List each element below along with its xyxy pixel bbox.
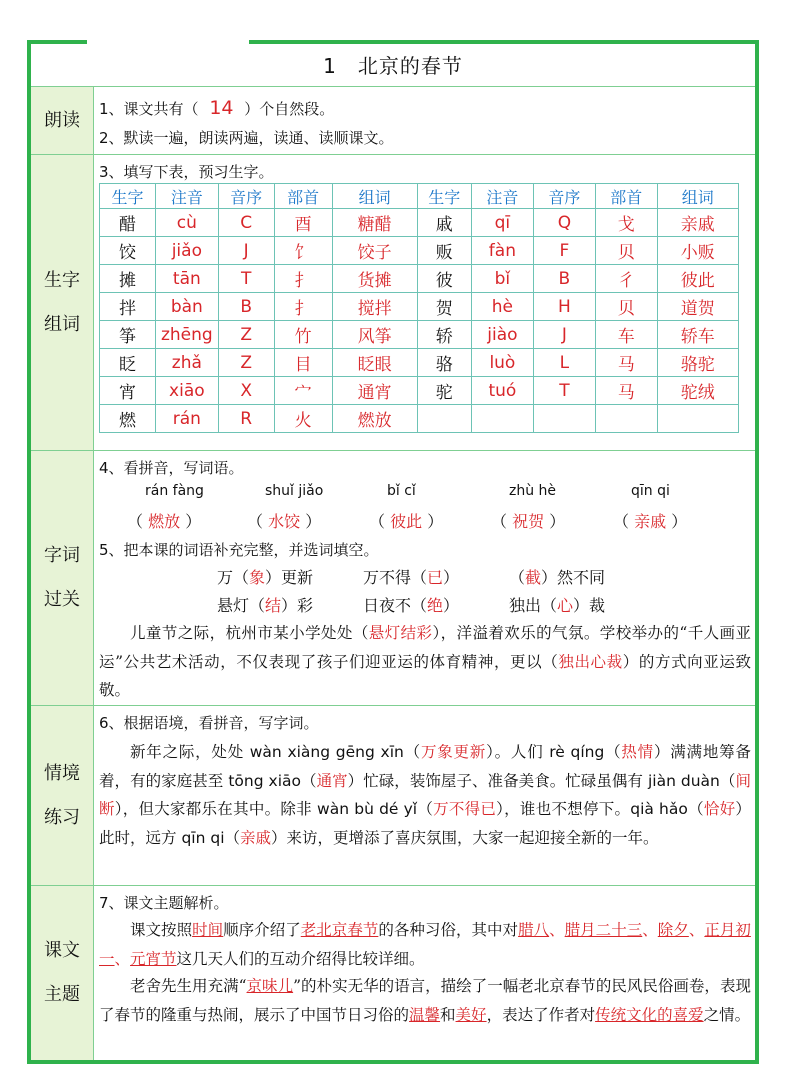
section-label: 朗读 [31, 87, 94, 154]
cell-word: 亲戚 [657, 209, 738, 237]
cell-word: 道贺 [657, 293, 738, 321]
cell-character: 轿 [417, 321, 471, 349]
context-paragraph: 新年之际，处处 wàn xiàng gēng xīn（万象更新）。人们 rè qíng（热情）满满地筹备着，有的家庭甚至 tōng xiāo（通宵）忙碌，装饰屋子、准备美食。忙碌虽偶有 jiàn duàn（间断），但大家都乐在其中。除非 wàn bù dé yǐ（万不得已），谁也不想停下。qià hǎo（恰好）此时，远方 qīn qi（亲戚）来访，更增添了喜庆氛围，大家一起迎接全新的一年。 [99, 743, 751, 847]
cell-initial: Z [218, 349, 274, 377]
cell-character: 彼 [417, 265, 471, 293]
question-1: 1、课文共有（ 14 ）个自然段。 [99, 97, 335, 119]
cell-word: 糖醋 [332, 209, 417, 237]
cell-character: 骆 [417, 349, 471, 377]
cell-pinyin: hè [471, 293, 533, 321]
cell-initial: T [218, 265, 274, 293]
section-label: 字词过关 [31, 451, 94, 705]
section-context [31, 706, 755, 886]
cell-initial: R [218, 405, 274, 433]
cell-initial: J [533, 321, 595, 349]
pinyin-prompt: zhù hè [509, 483, 557, 499]
idiom-item: 日夜不（绝） [363, 596, 460, 615]
word-answer: （ 亲戚 ） [613, 512, 688, 531]
cell-radical: 饣 [274, 237, 332, 265]
cell-character: 贩 [417, 237, 471, 265]
page-title: 1 北京的春节 [31, 44, 755, 87]
cell-initial: T [533, 377, 595, 405]
section-reading [31, 87, 755, 155]
table-header: 音序 [533, 184, 595, 209]
section-label: 课文主题 [31, 886, 94, 1060]
cell-pinyin: jiào [471, 321, 533, 349]
idiom-item: 万不得（已） [363, 568, 460, 587]
cell-pinyin: qī [471, 209, 533, 237]
cell-radical: 车 [595, 321, 657, 349]
cell-character: 戚 [417, 209, 471, 237]
table-row [100, 293, 739, 321]
cell-radical: 贝 [595, 293, 657, 321]
cell-radical: 目 [274, 349, 332, 377]
cell-pinyin: bǐ [471, 265, 533, 293]
idiom-item: （截）然不同 [509, 568, 606, 587]
table-header: 部首 [595, 184, 657, 209]
cell-initial: Z [218, 321, 274, 349]
cell-pinyin: bàn [155, 293, 218, 321]
cell-character: 眨 [100, 349, 156, 377]
cell-initial: J [218, 237, 274, 265]
pinyin-prompt: bǐ cǐ [387, 483, 416, 499]
question-5: 5、把本课的词语补充完整，并选词填空。 [99, 541, 379, 559]
table-row [100, 237, 739, 265]
cell-initial: H [533, 293, 595, 321]
section-words [31, 451, 755, 706]
table-header: 音序 [218, 184, 274, 209]
table-header: 生字 [417, 184, 471, 209]
cell-character: 贺 [417, 293, 471, 321]
cell-radical: 火 [274, 405, 332, 433]
cell-radical: 马 [595, 349, 657, 377]
table-row [100, 349, 739, 377]
cell-pinyin: cù [155, 209, 218, 237]
cell-character: 筝 [100, 321, 156, 349]
cell-initial: B [218, 293, 274, 321]
word-answer: （ 祝贺 ） [491, 512, 566, 531]
cell-pinyin: tān [155, 265, 218, 293]
table-header: 部首 [274, 184, 332, 209]
idiom-item: 独出（心）裁 [509, 596, 606, 615]
idiom-item: 悬灯（结）彩 [217, 596, 314, 615]
word-answer: （ 水饺 ） [247, 512, 322, 531]
cell-radical: 贝 [595, 237, 657, 265]
word-answer: （ 彼此 ） [369, 512, 444, 531]
cell-character: 饺 [100, 237, 156, 265]
cell-character: 醋 [100, 209, 156, 237]
cell-radical: 扌 [274, 293, 332, 321]
fill-paragraph: 儿童节之际，杭州市某小学处处（悬灯结彩），洋溢着欢乐的气氛。学校举办的“千人画亚运”公共艺术活动，不仅表现了孩子们迎亚运的体育精神，更以（独出心裁）的方式向亚运致敬。 [99, 624, 751, 699]
cell-pinyin: tuó [471, 377, 533, 405]
word-answer: （ 燃放 ） [127, 512, 202, 531]
table-header: 组词 [332, 184, 417, 209]
cell-character: 燃 [100, 405, 156, 433]
cell-pinyin: rán [155, 405, 218, 433]
theme-paragraph-2: 老舍先生用充满“京味儿”的朴实无华的语言，描绘了一幅老北京春节的民风民俗画卷，表现了春节的隆重与热闹，展示了中国节日习俗的温馨和美好，表达了作者对传统文化的喜爱之情。 [99, 977, 751, 1024]
cell-radical: 竹 [274, 321, 332, 349]
cell-word: 小贩 [657, 237, 738, 265]
theme-paragraph-1: 课文按照时间顺序介绍了老北京春节的各种习俗，其中对腊八、腊月二十三、除夕、正月初一、元宵节这几天人们的互动介绍得比较详细。 [99, 921, 751, 968]
cell-pinyin: fàn [471, 237, 533, 265]
table-row [100, 321, 739, 349]
cell-pinyin [471, 405, 533, 433]
cell-radical: 马 [595, 377, 657, 405]
cell-word: 风筝 [332, 321, 417, 349]
table-row [100, 377, 739, 405]
cell-pinyin: xiāo [155, 377, 218, 405]
cell-pinyin: luò [471, 349, 533, 377]
cell-radical: 彳 [595, 265, 657, 293]
pinyin-prompt: shuǐ jiǎo [265, 483, 324, 499]
cell-initial: L [533, 349, 595, 377]
table-header: 生字 [100, 184, 156, 209]
question-4: 4、看拼音，写词语。 [99, 459, 244, 477]
section-label: 情境练习 [31, 706, 94, 885]
cell-radical: 戈 [595, 209, 657, 237]
table-header: 注音 [471, 184, 533, 209]
cell-word: 驼绒 [657, 377, 738, 405]
cell-initial: X [218, 377, 274, 405]
cell-radical: 酉 [274, 209, 332, 237]
cell-initial: F [533, 237, 595, 265]
cell-pinyin: jiǎo [155, 237, 218, 265]
question-3: 3、填写下表，预习生字。 [99, 163, 274, 181]
cell-initial [533, 405, 595, 433]
idiom-item: 万（象）更新 [217, 568, 314, 587]
cell-radical: 宀 [274, 377, 332, 405]
pinyin-prompt: rán fàng [145, 483, 204, 499]
cell-initial: Q [533, 209, 595, 237]
cell-initial: B [533, 265, 595, 293]
cell-character: 宵 [100, 377, 156, 405]
table-row [100, 209, 739, 237]
vocab-table [99, 183, 739, 433]
question-6: 6、根据语境，看拼音，写字词。 [99, 714, 319, 732]
question-7: 7、课文主题解析。 [99, 894, 229, 912]
cell-character: 拌 [100, 293, 156, 321]
cell-character: 驼 [417, 377, 471, 405]
cell-pinyin: zhēng [155, 321, 218, 349]
cell-character [417, 405, 471, 433]
cell-word: 轿车 [657, 321, 738, 349]
table-row [100, 405, 739, 433]
cell-radical: 扌 [274, 265, 332, 293]
cell-word [657, 405, 738, 433]
cell-word: 骆驼 [657, 349, 738, 377]
section-vocab [31, 155, 755, 451]
cell-word: 通宵 [332, 377, 417, 405]
cell-character: 摊 [100, 265, 156, 293]
cell-word: 搅拌 [332, 293, 417, 321]
cell-word: 饺子 [332, 237, 417, 265]
cell-word: 眨眼 [332, 349, 417, 377]
answer-paragraph-count: 14 [209, 97, 234, 119]
table-header: 注音 [155, 184, 218, 209]
question-2: 2、默读一遍，朗读两遍，读通、读顺课文。 [99, 129, 394, 147]
cell-word: 彼此 [657, 265, 738, 293]
cell-pinyin: zhǎ [155, 349, 218, 377]
section-theme [31, 886, 755, 1060]
table-header: 组词 [657, 184, 738, 209]
cell-word: 货摊 [332, 265, 417, 293]
pinyin-prompt: qīn qi [631, 483, 670, 499]
cell-radical [595, 405, 657, 433]
cell-word: 燃放 [332, 405, 417, 433]
cell-initial: C [218, 209, 274, 237]
table-row [100, 265, 739, 293]
section-label: 生字组词 [31, 155, 94, 450]
